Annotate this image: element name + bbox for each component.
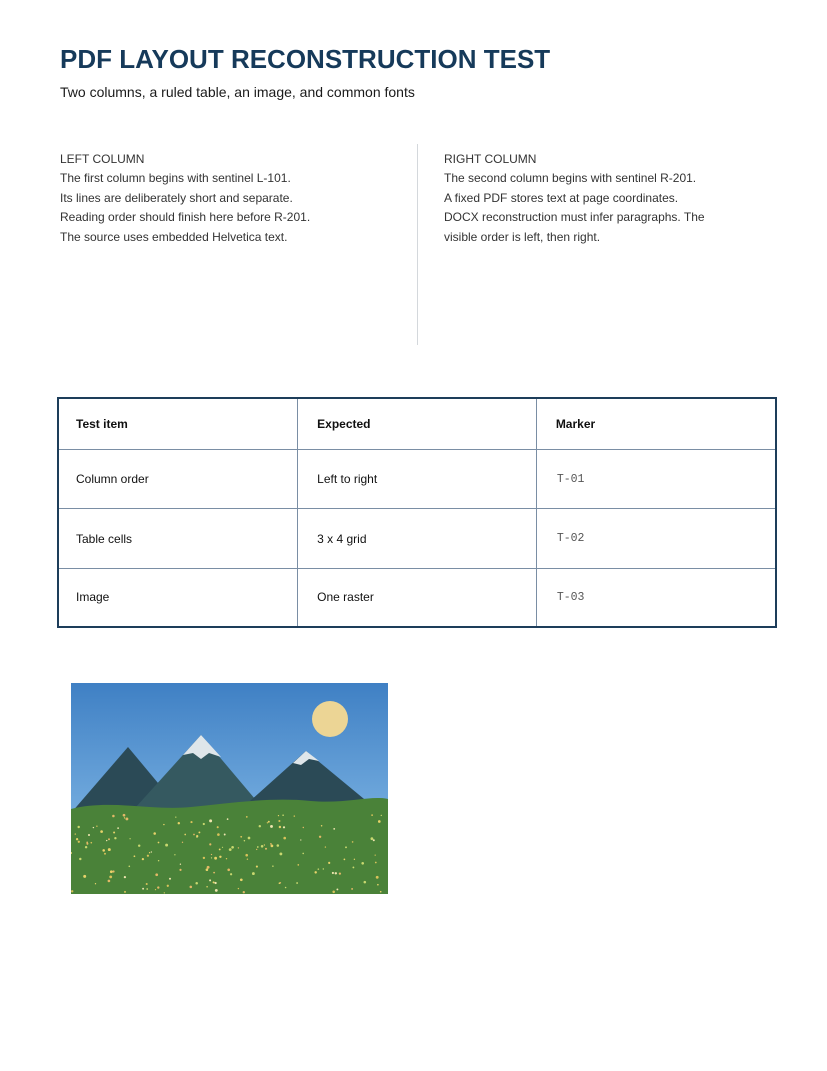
flower-dot <box>209 819 212 822</box>
flower-dot <box>193 834 195 836</box>
flower-dot <box>217 826 219 828</box>
flower-dot <box>252 872 255 875</box>
table-cell: One raster <box>298 568 537 626</box>
flower-dot <box>109 875 112 878</box>
flower-dot <box>247 858 248 859</box>
right-column-line: A fixed PDF stores text at page coordinates. <box>444 190 679 205</box>
flower-dot <box>124 876 126 878</box>
flower-dot <box>377 884 379 886</box>
flower-dot <box>169 878 171 880</box>
flower-dot <box>339 872 341 874</box>
flower-dot <box>283 826 285 828</box>
flower-dot <box>336 888 338 890</box>
table-cell: Table cells <box>59 509 298 568</box>
flower-dot <box>206 868 209 871</box>
flower-dot <box>151 851 152 852</box>
flower-dot <box>129 838 130 839</box>
flower-dot <box>213 881 215 883</box>
table-cell: Left to right <box>298 450 537 509</box>
flower-dot <box>149 852 150 853</box>
flower-dot <box>279 826 281 828</box>
flower-dot <box>332 891 335 894</box>
flower-dot <box>214 882 216 884</box>
flower-dot <box>318 868 320 870</box>
flower-dot <box>352 841 354 843</box>
flower-dot <box>164 892 165 893</box>
flower-dot <box>134 855 136 857</box>
flower-dot <box>158 860 159 861</box>
flower-dot <box>195 882 198 885</box>
flower-dot <box>277 844 280 847</box>
flower-dot <box>375 854 376 855</box>
flower-dot <box>211 854 212 855</box>
right-column-line: visible order is left, then right. <box>444 229 601 244</box>
flower-dot <box>123 814 126 817</box>
flower-dot <box>271 845 274 848</box>
right-column-line: The second column begins with sentinel R-201. <box>444 171 697 186</box>
flower-dot <box>270 825 273 828</box>
flower-dot <box>110 870 113 873</box>
flower-dot <box>155 889 156 890</box>
flower-dot <box>108 880 111 883</box>
flower-dot <box>213 872 215 874</box>
flower-dot <box>229 848 232 851</box>
flower-dot <box>178 822 180 824</box>
flower-dot <box>113 831 115 833</box>
flower-dot <box>90 842 92 844</box>
flower-dot <box>285 887 287 889</box>
left-column-heading: LEFT COLUMN <box>60 152 145 166</box>
flower-dot <box>209 843 211 845</box>
flower-dot <box>108 848 111 851</box>
flower-dot <box>265 848 267 850</box>
flower-dot <box>248 837 251 840</box>
results-table <box>57 397 777 628</box>
flower-dot <box>302 853 304 855</box>
flower-dot <box>279 852 282 855</box>
flower-dot <box>76 838 78 840</box>
flower-dot <box>272 865 274 867</box>
flower-dot <box>112 815 115 818</box>
flower-dot <box>184 834 186 836</box>
flower-dot <box>77 826 79 828</box>
flower-dot <box>246 816 248 818</box>
flower-dot <box>203 857 205 859</box>
flower-dot <box>85 846 87 848</box>
right-column-line: DOCX reconstruction must infer paragraphs. The <box>444 210 705 225</box>
flower-dot <box>219 856 221 858</box>
flower-dot <box>142 888 144 890</box>
flower-dot <box>146 888 148 890</box>
table-cell-marker: T-02 <box>536 509 775 568</box>
flower-dot <box>325 846 326 847</box>
flower-dot <box>209 879 211 881</box>
flower-dot <box>344 859 346 861</box>
flower-dot <box>300 839 301 840</box>
table-cell: Image <box>59 568 298 626</box>
flower-dot <box>114 837 116 839</box>
flower-dot <box>117 827 119 829</box>
flower-dot <box>163 824 164 825</box>
right-column <box>444 150 784 247</box>
flower-dot <box>240 836 242 838</box>
flower-dot <box>128 865 130 867</box>
flower-dot <box>296 882 298 884</box>
flower-dot <box>147 855 149 857</box>
flower-dot <box>238 888 239 889</box>
flower-dot <box>174 854 175 855</box>
flower-dot <box>224 834 226 836</box>
flower-dot <box>93 827 94 828</box>
flower-dot <box>158 842 160 844</box>
flower-dot <box>207 866 210 869</box>
flower-dot <box>244 840 245 841</box>
flower-dot <box>214 857 217 860</box>
flower-dot <box>282 814 284 816</box>
flower-dot <box>175 816 176 817</box>
table-cell: Column order <box>59 450 298 509</box>
flower-dot <box>257 846 259 848</box>
flower-dot <box>226 858 227 859</box>
flower-dot <box>106 840 107 841</box>
flower-dot <box>155 873 158 876</box>
flower-dot <box>146 883 148 885</box>
table-cell-marker: T-03 <box>536 568 775 626</box>
table-row <box>59 509 775 568</box>
flower-dot <box>138 844 140 846</box>
column-divider <box>417 144 418 345</box>
flower-dot <box>217 833 220 836</box>
flower-dot <box>267 822 268 823</box>
flower-dot <box>333 828 335 830</box>
flower-dot <box>219 848 221 850</box>
landscape-image <box>71 683 388 894</box>
flower-dot <box>78 841 80 843</box>
flower-dot <box>125 817 128 820</box>
flower-dot <box>182 842 183 843</box>
flower-dot <box>227 818 229 820</box>
flower-dot <box>335 872 337 874</box>
flower-dot <box>245 854 248 857</box>
table-header-row <box>59 399 775 450</box>
left-column-line: The first column begins with sentinel L-101. <box>60 171 291 186</box>
flower-dot <box>319 836 321 838</box>
flower-dot <box>375 862 377 864</box>
flower-dot <box>371 837 374 840</box>
flower-dot <box>268 821 270 823</box>
flower-dot <box>124 891 126 893</box>
flower-dot <box>108 838 110 840</box>
table-header-cell: Marker <box>536 399 775 450</box>
flower-dot <box>278 820 280 822</box>
flower-dot <box>376 876 379 879</box>
flower-dot <box>75 833 76 834</box>
flower-dot <box>332 872 334 874</box>
flower-dot <box>294 815 295 816</box>
table-cell: 3 x 4 grid <box>298 509 537 568</box>
flower-dot <box>303 827 304 828</box>
sun <box>312 701 348 737</box>
flower-dot <box>157 886 159 888</box>
flower-dot <box>190 886 193 889</box>
flower-dot <box>381 815 382 816</box>
left-column-line: Reading order should finish here before R-201. <box>60 210 311 225</box>
flower-dot <box>211 857 212 858</box>
left-column <box>60 150 400 247</box>
flower-dot <box>279 882 281 884</box>
flower-dot <box>100 830 103 833</box>
left-column-line: Its lines are deliberately short and separate. <box>60 190 293 205</box>
flower-dot <box>124 817 125 818</box>
flower-dot <box>142 858 144 860</box>
table-header-cell: Test item <box>59 399 298 450</box>
page-subtitle: Two columns, a ruled table, an image, and common fonts <box>60 84 415 100</box>
flower-dot <box>240 878 243 881</box>
table-row <box>59 568 775 626</box>
table-row <box>59 450 775 509</box>
flower-dot <box>314 871 316 873</box>
flower-dot <box>259 825 261 827</box>
flower-dot <box>345 846 347 848</box>
flower-dot <box>256 849 257 850</box>
flower-dot <box>203 823 205 825</box>
flower-dot <box>354 859 355 860</box>
flower-dot <box>206 886 208 888</box>
table-cell-marker: T-01 <box>536 450 775 509</box>
flower-dot <box>102 849 105 852</box>
flower-dot <box>231 846 234 849</box>
flower-dot <box>88 834 90 836</box>
flower-dot <box>323 868 324 869</box>
flower-dot <box>79 858 81 860</box>
flower-dot <box>243 891 245 893</box>
flower-dot <box>321 825 323 827</box>
flower-dot <box>380 891 382 893</box>
flower-dot <box>153 832 156 835</box>
flower-dot <box>86 841 88 843</box>
flower-dot <box>95 883 96 884</box>
flower-dot <box>179 869 181 871</box>
flower-dot <box>180 864 181 865</box>
page-title: PDF LAYOUT RECONSTRUCTION TEST <box>60 44 551 74</box>
flower-dot <box>165 844 168 847</box>
meadow <box>71 798 388 894</box>
flower-dot <box>230 873 232 875</box>
flower-dot <box>83 875 86 878</box>
flower-dot <box>96 825 97 826</box>
flower-dot <box>364 881 367 884</box>
flower-dot <box>352 866 354 868</box>
flower-dot <box>361 862 364 865</box>
flower-dot <box>238 847 239 848</box>
flower-dot <box>256 866 258 868</box>
flower-dot <box>104 853 106 855</box>
flower-dot <box>196 835 198 837</box>
flower-dot <box>222 847 223 848</box>
flower-dot <box>351 888 353 890</box>
flower-dot <box>371 814 373 816</box>
flower-dot <box>198 831 200 833</box>
flower-dot <box>227 868 230 871</box>
flower-dot <box>378 820 381 823</box>
flower-dot <box>261 845 264 848</box>
table-header-cell: Expected <box>298 399 537 450</box>
flower-dot <box>283 837 286 840</box>
flower-dot <box>328 862 330 864</box>
flower-dot <box>373 839 375 841</box>
right-column-heading: RIGHT COLUMN <box>444 152 537 166</box>
flower-dot <box>297 864 299 866</box>
flower-dot <box>270 843 272 845</box>
flower-dot <box>190 821 192 823</box>
flower-dot <box>71 890 73 892</box>
left-column-line: The source uses embedded Helvetica text. <box>60 229 288 244</box>
flower-dot <box>167 885 169 887</box>
flower-dot <box>264 844 265 845</box>
flower-dot <box>215 889 218 892</box>
flower-dot <box>112 870 114 872</box>
flower-dot <box>278 815 279 816</box>
